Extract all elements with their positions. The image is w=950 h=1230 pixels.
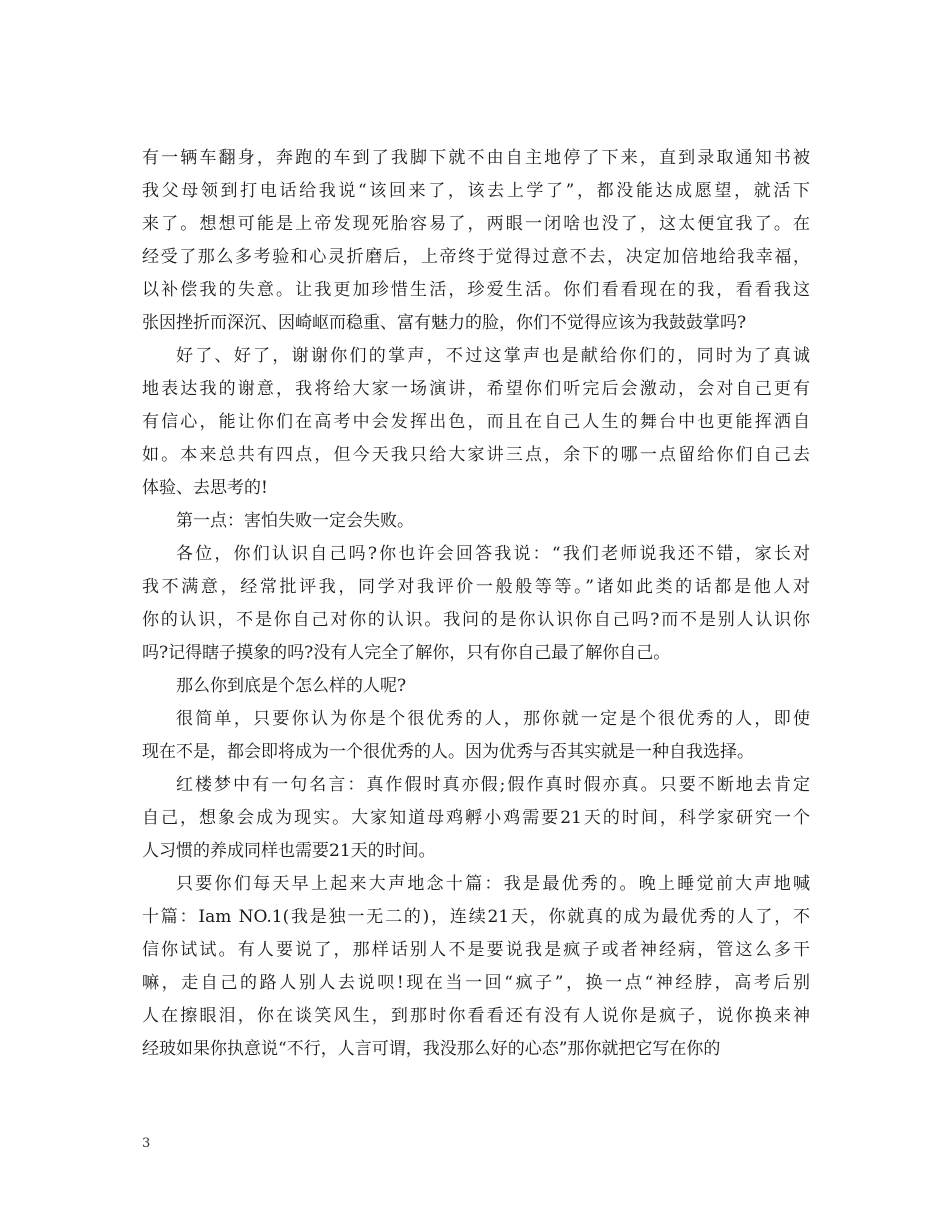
text-line: 那么你到底是个怎么样的人呢? (176, 676, 407, 696)
paragraph (142, 505, 810, 538)
text-line: 如。本来总共有四点，但今天我只给大家讲三点，余下的哪一点留给你们自己去 (142, 445, 810, 465)
text-line: 好了、好了，谢谢你们的掌声，不过这掌声也是献给你们的，同时为了真诚 (176, 346, 810, 366)
paragraph (142, 670, 810, 703)
text-line: 经玻如果你执意说“不行，人言可谓，我没那么好的心态”那你就把它写在你的 (142, 1039, 721, 1059)
text-line: 地表达我的谢意，我将给大家一场演讲，希望你们听完后会激动，会对自己更有 (142, 379, 810, 399)
text-line: 现在不是，都会即将成为一个很优秀的人。因为优秀与否其实就是一种自我选择。 (142, 742, 754, 762)
text-line: 我父母领到打电话给我说“该回来了，该去上学了”，都没能达成愿望，就活下 (142, 181, 810, 201)
text-line: 信你试试。有人要说了，那样话别人不是要说我是疯子或者神经病，管这么多干 (142, 940, 810, 960)
text-line: 很简单，只要你认为你是个很优秀的人，那你就一定是个很优秀的人，即使 (176, 709, 810, 729)
text-line: 有一辆车翻身，奔跑的车到了我脚下就不由自主地停了下来，直到录取通知书被 (142, 148, 810, 168)
paragraph (142, 538, 810, 670)
paragraph (142, 703, 810, 769)
text-line: 各位，你们认识自己吗?你也许会回答我说：“我们老师说我还不错，家长对 (176, 544, 810, 564)
text-line: 体验、去思考的! (142, 478, 268, 498)
paragraph (142, 142, 810, 340)
page-number: 3 (142, 1136, 151, 1151)
text-line: 有信心，能让你们在高考中会发挥出色，而且在自己人生的舞台中也更能挥洒自 (142, 412, 810, 432)
text-line: 自己，想象会成为现实。大家知道母鸡孵小鸡需要21天的时间，科学家研究一个 (142, 808, 810, 828)
text-line: 第一点：害怕失败一定会失败。 (176, 511, 414, 531)
text-line: 我不满意，经常批评我，同学对我评价一般般等等。”诸如此类的话都是他人对 (142, 577, 810, 597)
text-line: 你的认识，不是你自己对你的认识。我问的是你认识你自己吗?而不是别人认识你 (142, 610, 810, 630)
text-line: 嘛，走自己的路人别人去说呗!现在当一回“疯子”，换一点“神经脖，高考后别 (142, 973, 810, 993)
text-line: 只要你们每天早上起来大声地念十篇：我是最优秀的。晚上睡觉前大声地喊 (176, 874, 810, 894)
text-line: 吗?记得瞎子摸象的吗?没有人完全了解你，只有你自己最了解你自己。 (142, 643, 671, 663)
text-line: 红楼梦中有一句名言：真作假时真亦假;假作真时假亦真。只要不断地去肯定 (176, 775, 810, 795)
text-line: 人习惯的养成同样也需要21天的时间。 (142, 841, 436, 861)
paragraph (142, 868, 810, 1066)
text-line: 经受了那么多考验和心灵折磨后，上帝终于觉得过意不去，决定加倍地给我幸福， (142, 247, 810, 267)
text-line: 人在擦眼泪，你在谈笑风生，到那时你看看还有没有人说你是疯子，说你换来神 (142, 1006, 810, 1026)
document-body (142, 142, 810, 1066)
text-line: 来了。想想可能是上帝发现死胎容易了，两眼一闭啥也没了，这太便宜我了。在 (142, 214, 810, 234)
paragraph (142, 340, 810, 505)
text-line: 张因挫折而深沉、因崎岖而稳重、富有魅力的脸，你们不觉得应该为我鼓鼓掌吗? (142, 313, 747, 333)
paragraph (142, 769, 810, 868)
text-line: 以补偿我的失意。让我更加珍惜生活，珍爱生活。你们看看现在的我，看看我这 (142, 280, 810, 300)
text-line: 十篇：Iam NO.1(我是独一无二的)，连续21天，你就真的成为最优秀的人了，不 (142, 907, 810, 927)
